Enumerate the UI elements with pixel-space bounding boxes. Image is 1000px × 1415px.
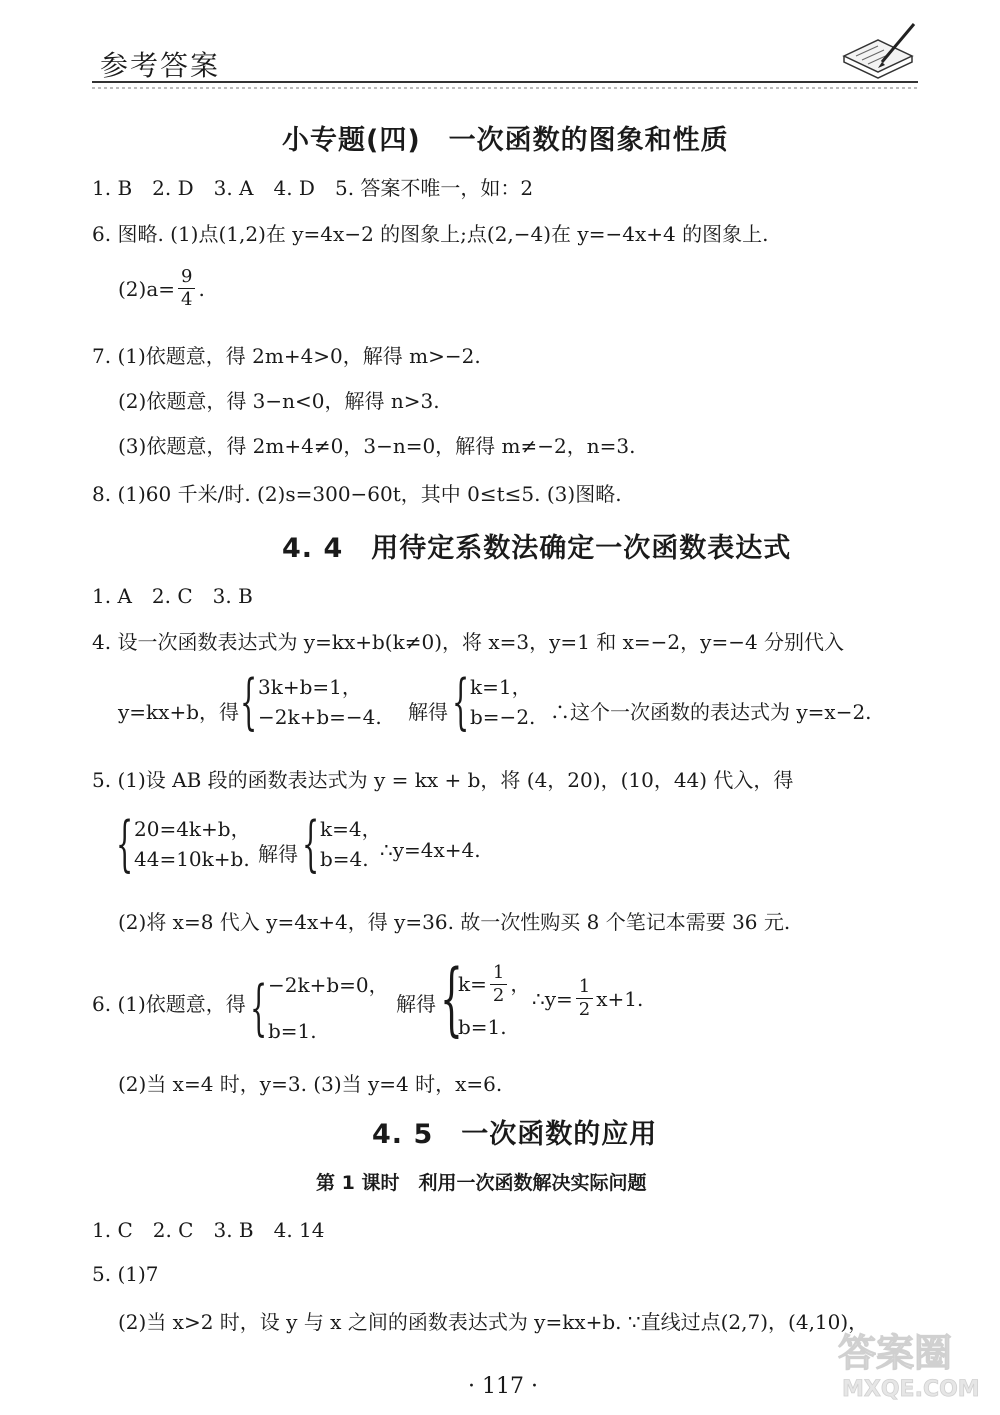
text: 6. (1)依题意，得: [92, 992, 246, 1016]
numerator: 9: [178, 266, 195, 289]
fraction: [178, 266, 195, 311]
brace: {: [440, 952, 463, 1045]
equation: b=4.: [320, 847, 369, 871]
watermark-text-cn: 答案圈: [838, 1331, 953, 1375]
text: ∴y=: [532, 986, 573, 1011]
equation: b=−2.: [470, 705, 536, 729]
brace: {: [116, 809, 134, 879]
equation: −2k+b=−4.: [258, 705, 382, 729]
equation: k=1，: [470, 675, 532, 699]
watermark-logo: [832, 1322, 982, 1402]
answer-line: 5. (1)设 AB 段的函数表达式为 y = kx + b，将 (4，20)，(10，44) 代入，得: [92, 768, 794, 792]
equation-system: [250, 962, 389, 1054]
answer-line: 7. (1)依题意，得 2m+4>0，解得 m>−2.: [92, 344, 481, 368]
lesson-subtitle: 第 1 课时 利用一次函数解决实际问题: [316, 1172, 647, 1194]
answer-line: 5. (1)7: [92, 1262, 159, 1286]
answer-line: (2)依题意，得 3−n<0，解得 n>3.: [118, 389, 440, 413]
equation-system: [302, 809, 382, 879]
text: .: [198, 276, 205, 301]
text: 解得: [408, 700, 448, 724]
answer-line: 4. 设一次函数表达式为 y=kx+b(k≠0)，将 x=3，y=1 和 x=−2，y=−4 分别代入: [92, 630, 845, 654]
text: ∴y=4x+4.: [380, 838, 481, 862]
brace: {: [240, 667, 258, 737]
numerator: 1: [576, 976, 593, 999]
answer-line: 1. A 2. C 3. B: [92, 584, 253, 608]
equation-lines: [470, 672, 535, 732]
answer-line: 8. (1)60 千米/时. (2)s=300−60t，其中 0≤t≤5. (3)图略.: [92, 482, 622, 506]
fraction: [576, 976, 593, 1021]
equation-system: [116, 809, 251, 879]
section-title-4-5: 4. 5 一次函数的应用: [372, 1119, 658, 1150]
text: k=: [458, 972, 487, 996]
answer-line: (2)当 x=4 时，y=3. (3)当 y=4 时，x=6.: [118, 1072, 503, 1096]
equation: b=1.: [268, 1019, 317, 1043]
equation-system: [452, 667, 536, 737]
fraction: [490, 962, 507, 1007]
text: (2)a=: [118, 276, 176, 301]
text: ，: [510, 972, 531, 996]
equation-lines: [458, 956, 530, 1042]
equation: 44=10k+b.: [134, 847, 250, 871]
brace: {: [302, 809, 320, 879]
equation-lines: [268, 962, 389, 1054]
equation: [458, 956, 530, 1012]
answer-line: (2)当 x>2 时，设 y 与 x 之间的函数表达式为 y=kx+b. ∵直线过点(2,7)，(4,10)，: [118, 1310, 869, 1334]
text: ∴这个一次函数的表达式为 y=x−2.: [550, 700, 872, 724]
answer-line: 1. C 2. C 3. B 4. 14: [92, 1218, 325, 1242]
text: 解得: [396, 992, 436, 1016]
brace: {: [452, 667, 470, 737]
text: 解得: [258, 842, 298, 866]
denominator: 2: [492, 984, 505, 1006]
equation-lines: [134, 814, 251, 874]
pencil-notebook-icon: [838, 18, 918, 80]
header-rule: [92, 80, 918, 92]
answer-line: [532, 976, 643, 1021]
equation: 3k+b=1，: [258, 675, 362, 699]
brace: {: [250, 973, 268, 1043]
equation-lines: [258, 672, 382, 732]
section-title-special-topic-4: 小专题(四) 一次函数的图象和性质: [282, 125, 729, 156]
header-label: 参考答案: [100, 49, 221, 82]
page-number: · 117 ·: [468, 1374, 538, 1399]
text: y=kx+b，得: [118, 700, 240, 724]
text: x+1.: [596, 986, 644, 1011]
equation-system: [240, 667, 382, 737]
answer-line: 1. B 2. D 3. A 4. D 5. 答案不唯一，如：2: [92, 176, 534, 200]
section-title-4-4: 4. 4 用待定系数法确定一次函数表达式: [282, 533, 792, 564]
numerator: 1: [490, 962, 507, 985]
denominator: 4: [181, 289, 193, 310]
equation-system: [440, 952, 531, 1045]
answer-line: (2)将 x=8 代入 y=4x+4，得 y=36. 故一次性购买 8 个笔记本需要 36 元.: [118, 910, 791, 934]
equation: −2k+b=0，: [268, 973, 389, 997]
denominator: 2: [578, 999, 591, 1020]
equation: 20=4k+b，: [134, 817, 251, 841]
equation: b=1.: [458, 1015, 507, 1039]
equation: k=4，: [320, 817, 382, 841]
answer-line: (3)依题意，得 2m+4≠0，3−n=0，解得 m≠−2，n=3.: [118, 434, 636, 458]
answer-line: 6. 图略. (1)点(1,2)在 y=4x−2 的图象上;点(2,−4)在 y=−4x+4 的图象上.: [92, 222, 769, 246]
answer-line: [118, 266, 205, 311]
watermark-text-url: MXQE.COM: [842, 1377, 980, 1402]
equation-lines: [320, 814, 382, 874]
